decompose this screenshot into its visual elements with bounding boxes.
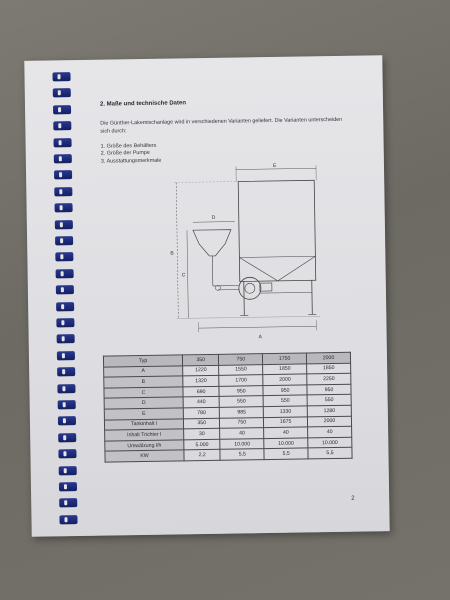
binding-coil [58,416,76,425]
spiral-binding [52,60,77,536]
binding-coil [59,498,77,507]
list-item: 3. Ausstattungsmerkmale [100,157,162,165]
value-cell: 350 [183,418,220,429]
label-a: A [258,334,263,341]
value-cell: 1320 [183,376,220,387]
hopper [193,230,231,257]
binding-coil [58,449,76,458]
list-item: 2. Größe der Pumpe [100,150,150,158]
value-cell: 1850 [307,363,351,374]
binding-coil [54,154,72,163]
pump [239,277,261,299]
binding-coil [59,466,77,475]
value-cell: 40 [308,426,352,437]
value-cell: 950 [307,384,351,395]
spec-table [103,352,353,463]
label-c: C [181,272,186,279]
value-cell: 5.000 [184,439,221,450]
binding-coil [54,170,72,179]
value-cell: 690 [183,386,220,397]
binding-coil [57,334,75,343]
value-cell: 5,5 [264,448,308,459]
binding-coil [56,269,74,278]
header-cell: 350 [182,354,219,365]
binding-coil [53,121,71,130]
binding-coil [59,482,77,491]
label-d: D [211,214,216,221]
binding-coil [58,400,76,409]
row-label-cell: Umwälzung l/h [105,440,184,452]
value-cell: 1330 [263,406,307,417]
row-label-cell: KW [105,450,184,462]
binding-coil [55,220,73,229]
binding-coil [57,367,75,376]
value-cell: 950 [263,385,307,396]
binding-coil [53,105,71,114]
value-cell: 2000 [308,416,352,427]
binding-coil [53,89,71,98]
value-cell: 10.000 [308,437,352,448]
value-cell: 1550 [219,364,263,375]
value-cell: 10.000 [264,438,308,449]
label-b: B [170,250,174,257]
value-cell: 2,2 [184,450,221,461]
value-cell: 2000 [263,374,307,385]
row-label-cell: Inhalt Trichter l [105,429,184,441]
value-cell: 440 [183,397,220,408]
header-cell: 2000 [307,352,351,363]
binding-coil [58,433,76,442]
value-cell: 780 [183,407,220,418]
value-cell: 40 [220,428,264,439]
binding-coil [56,318,74,327]
list-item: 1. Größe des Behälters [100,142,157,150]
value-cell: 5,5 [220,449,264,460]
binding-coil [56,302,74,311]
binding-coil [55,252,73,261]
row-label-cell: D [104,397,183,409]
value-cell: 950 [219,385,263,396]
page-number: 2 [351,495,355,502]
value-cell: 550 [307,395,351,406]
value-cell: 985 [220,407,264,418]
header-cell: 750 [219,354,263,365]
row-label-cell: B [104,376,183,388]
binding-coil [55,236,73,245]
header-cell: Typ [103,355,182,367]
tank-body [238,180,316,281]
binding-coil [59,515,77,524]
value-cell: 1220 [183,365,220,376]
value-cell: 40 [264,427,308,438]
value-cell: 1675 [264,416,308,427]
header-cell: 1750 [263,353,307,364]
row-label-cell: E [104,408,183,420]
row-label-cell: C [104,387,183,399]
value-cell: 750 [220,417,264,428]
value-cell: 1280 [307,405,351,416]
value-cell: 1700 [219,375,263,386]
value-cell: 5,5 [308,448,352,459]
value-cell: 30 [184,428,221,439]
section-heading: 2. Maße und technische Daten [99,100,187,108]
value-cell: 10.000 [220,438,264,449]
value-cell: 550 [263,395,307,406]
binding-coil [55,203,73,212]
value-cell: 550 [219,396,263,407]
binding-coil [53,138,71,147]
value-cell: 2250 [307,373,351,384]
row-label-cell: Tankinhalt l [104,418,183,430]
row-label-cell: A [104,365,183,377]
dimension-diagram [138,156,341,349]
label-e: E [272,162,277,169]
document-page [24,55,389,537]
binding-coil [52,72,70,81]
value-cell: 1850 [263,364,307,375]
binding-coil [57,351,75,360]
binding-coil [54,187,72,196]
binding-coil [57,384,75,393]
binding-coil [56,285,74,294]
intro-paragraph: Die Günther-Lakemischanlage wird in verschiedenen Varianten geliefert. Die Varianten unterscheiden sich durch: [100,116,343,135]
